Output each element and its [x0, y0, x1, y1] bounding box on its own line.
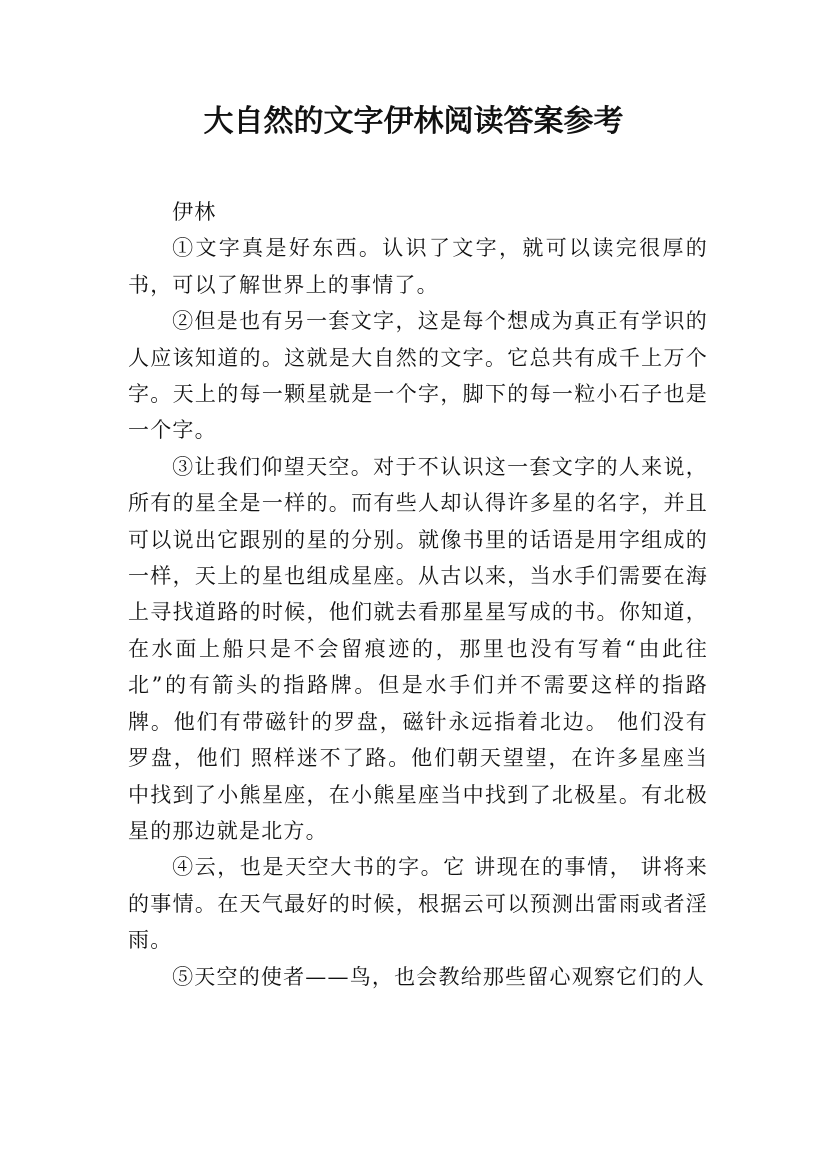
author-line: 伊林 [172, 200, 217, 224]
paragraph-3: ③让我们仰望天空。对于不认识这一套文字的人来说，所有的星全是一样的。而有些人却认得许多星的名字，并且可以说出它跟别的星的分别。就像书里的话语是用字组成的一样，天上的星也组成星座。从古以来，当水手们需要在海上寻找道路的时候，他们就去看那星星写成的书。你知道，在水面上船只是不会留痕迹的，那里也没有写着“由此往北”的有箭头的指路牌。但是水手们并不需要这样的指路牌。他们有带磁针的罗盘，磁针永远指着北边。 他们没有罗盘，他们 照样迷不了路。他们朝天望望，在许多星座当中找到了小熊星座，在小熊星座当中找到了北极星。有北极星的那边就是北方。 [128, 454, 708, 843]
paragraph-1: ①文字真是好东西。认识了文字，就可以读完很厚的书，可以了解世界上的事情了。 [128, 236, 708, 297]
paragraph-4: ④云，也是天空大书的字。它 讲现在的事情， 讲将来的事情。在天气最好的时候，根据云可以预测出雷雨或者淫雨。 [128, 855, 708, 953]
paragraph-5: ⑤天空的使者——鸟，也会教给那些留心观察它们的人 [172, 964, 705, 989]
paragraph-2: ②但是也有另一套文字，这是每个想成为真正有学识的人应该知道的。这就是大自然的文字。它总共有成千上万个字。天上的每一颗星就是一个字，脚下的每一粒小石子也是一个字。 [128, 309, 708, 443]
document-title: 大自然的文字伊林阅读答案参考 [203, 104, 624, 139]
document-body [128, 194, 708, 995]
